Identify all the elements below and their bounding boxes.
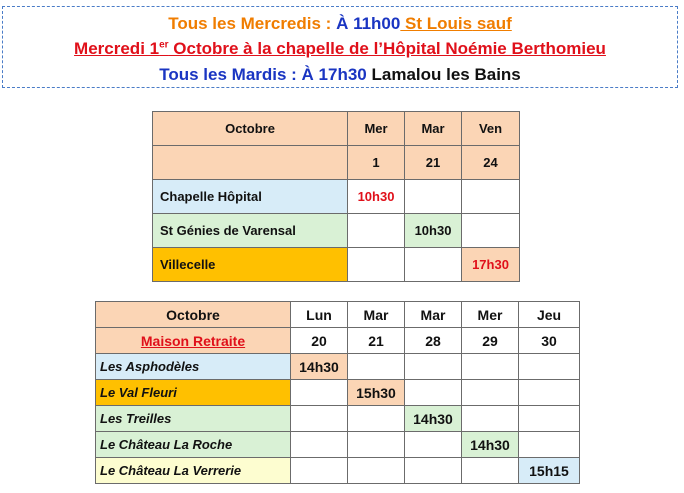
time-cell [519, 354, 580, 380]
announcement-time: À 11h00 [336, 14, 401, 33]
subtitle-header [96, 328, 291, 354]
announcement-place: St Louis [400, 14, 473, 33]
time-cell [462, 406, 519, 432]
day-header: Mar [348, 302, 405, 328]
time-cell [291, 458, 348, 484]
time-cell [519, 380, 580, 406]
time-cell [348, 214, 405, 248]
time-cell [462, 458, 519, 484]
table-header-row [153, 112, 520, 146]
time-cell [348, 432, 405, 458]
announcement-text: Tous les Mercredis : [168, 14, 337, 33]
table-row [153, 180, 520, 214]
announcement-text: Octobre à la chapelle de l’Hôpital Noémie Berthomieu [168, 39, 606, 58]
time-cell: 14h30 [291, 354, 348, 380]
announcement-line-tuesdays [3, 65, 677, 85]
date-header: 24 [462, 146, 520, 180]
date-header: 1 [348, 146, 405, 180]
time-cell [348, 354, 405, 380]
time-cell [348, 248, 405, 282]
time-cell [462, 354, 519, 380]
day-header: Mer [462, 302, 519, 328]
date-header: 30 [519, 328, 580, 354]
time-cell [291, 432, 348, 458]
empty-cell [153, 146, 348, 180]
location-name: St Génies de Varensal [153, 214, 348, 248]
time-cell: 10h30 [348, 180, 405, 214]
retirement-home-schedule-table [95, 301, 580, 484]
month-header: Octobre [153, 112, 348, 146]
announcement-ordinal: er [159, 39, 169, 51]
table-date-row [153, 146, 520, 180]
announcement-line-wednesdays [3, 14, 677, 34]
time-cell: 15h15 [519, 458, 580, 484]
time-cell [462, 380, 519, 406]
time-cell: 17h30 [462, 248, 520, 282]
date-header: 29 [462, 328, 519, 354]
home-name: Les Asphodèles [96, 354, 291, 380]
date-header: 20 [291, 328, 348, 354]
day-header: Mer [348, 112, 405, 146]
home-name: Les Treilles [96, 406, 291, 432]
time-cell [462, 180, 520, 214]
time-cell: 10h30 [405, 214, 462, 248]
time-cell [405, 458, 462, 484]
location-name: Villecelle [153, 248, 348, 282]
announcement-text: Tous les Mardis [159, 65, 287, 84]
table-row [96, 406, 580, 432]
table-header-row [96, 302, 580, 328]
time-cell [291, 406, 348, 432]
day-header: Lun [291, 302, 348, 328]
time-cell [405, 432, 462, 458]
location-name: Chapelle Hôpital [153, 180, 348, 214]
time-cell: 15h30 [348, 380, 405, 406]
home-name: Le Château La Verrerie [96, 458, 291, 484]
time-cell [348, 458, 405, 484]
table-row [96, 432, 580, 458]
time-cell: 14h30 [405, 406, 462, 432]
announcement-place: Lamalou les Bains [366, 65, 521, 84]
time-cell [462, 214, 520, 248]
table-row [96, 458, 580, 484]
time-cell [519, 406, 580, 432]
day-header: Mar [405, 112, 462, 146]
time-cell [405, 380, 462, 406]
subtitle-text: Maison Retraite [140, 332, 246, 349]
date-header: 28 [405, 328, 462, 354]
announcement-text: Mercredi 1 [74, 39, 160, 58]
table-date-row [96, 328, 580, 354]
date-header: 21 [348, 328, 405, 354]
time-cell [291, 380, 348, 406]
month-header: Octobre [96, 302, 291, 328]
table-row [153, 214, 520, 248]
time-cell: 14h30 [462, 432, 519, 458]
home-name: Le Château La Roche [96, 432, 291, 458]
time-cell [405, 354, 462, 380]
table-row [153, 248, 520, 282]
date-header: 21 [405, 146, 462, 180]
announcement-box [2, 6, 678, 88]
time-cell [348, 406, 405, 432]
day-header: Jeu [519, 302, 580, 328]
day-header: Ven [462, 112, 520, 146]
home-name: Le Val Fleuri [96, 380, 291, 406]
parish-schedule-table [152, 111, 520, 282]
time-cell [405, 180, 462, 214]
announcement-exception: sauf [472, 14, 512, 33]
time-cell [405, 248, 462, 282]
table-row [96, 354, 580, 380]
table-row [96, 380, 580, 406]
announcement-time: : À 17h30 [286, 65, 367, 84]
announcement-line-exception [3, 39, 677, 59]
time-cell [519, 432, 580, 458]
day-header: Mar [405, 302, 462, 328]
